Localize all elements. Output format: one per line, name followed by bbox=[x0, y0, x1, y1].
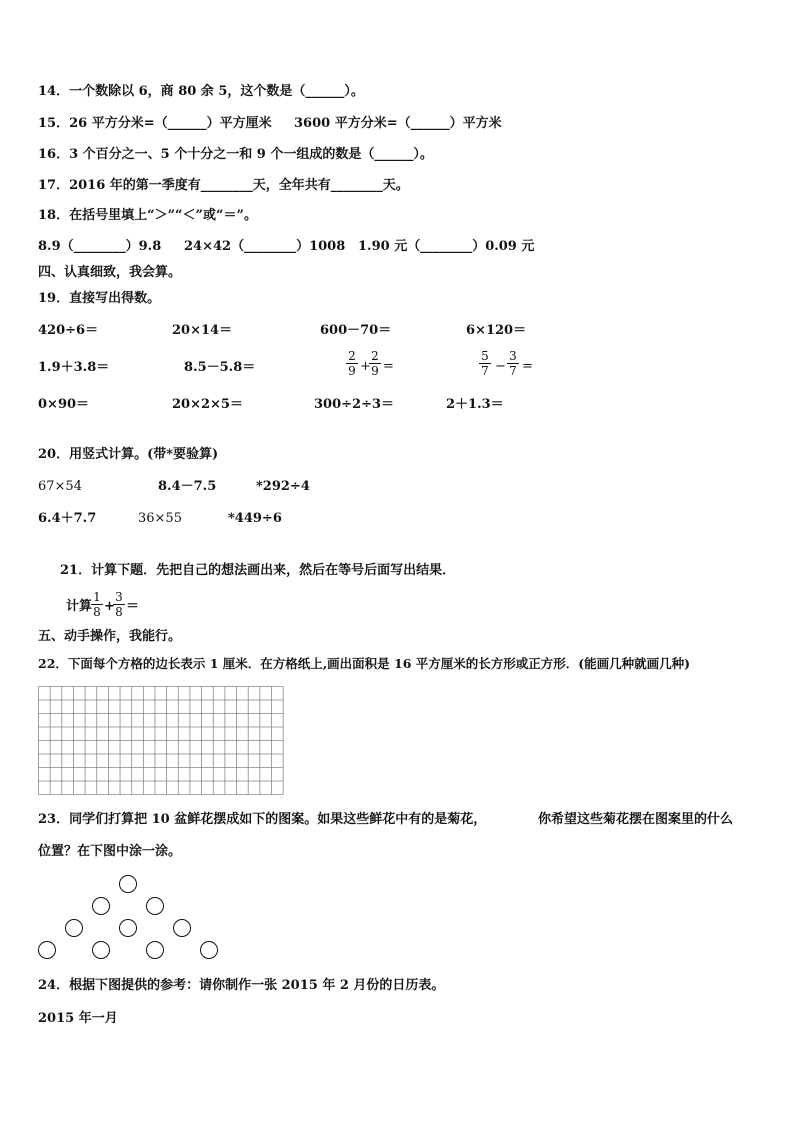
numerator: 2 bbox=[348, 349, 356, 363]
operator: − bbox=[495, 359, 506, 374]
arith-item: 20×2×5＝ bbox=[172, 397, 243, 412]
column-calc-item: 8.4－7.5 bbox=[158, 479, 217, 494]
compare-item: 8.9（________）9.8 bbox=[38, 239, 162, 254]
numerator: 1 bbox=[93, 590, 101, 604]
flower-pot-circle[interactable] bbox=[174, 920, 191, 937]
question-20: 20．用竖式计算。(带*要验算) bbox=[38, 447, 219, 462]
arith-item: 420÷6＝ bbox=[38, 323, 99, 338]
column-calc-item: 36×55 bbox=[138, 511, 182, 526]
fraction bbox=[113, 590, 125, 619]
question-21: 21．计算下题．先把自己的想法画出来，然后在等号后面写出结果． bbox=[60, 563, 456, 578]
denominator: 9 bbox=[371, 364, 379, 378]
arith-item: 2＋1.3＝ bbox=[446, 397, 504, 412]
section-heading-4: 四、认真细致，我会算。 bbox=[38, 265, 182, 280]
equals: = bbox=[522, 359, 533, 374]
fraction bbox=[91, 590, 103, 619]
equals: = bbox=[383, 359, 394, 374]
flower-pot-circle[interactable] bbox=[93, 898, 110, 915]
numerator: 5 bbox=[481, 349, 489, 363]
numerator: 3 bbox=[115, 590, 123, 604]
numerator: 2 bbox=[371, 349, 379, 363]
fraction bbox=[369, 349, 381, 378]
question-19: 19．直接写出得数。 bbox=[38, 291, 161, 306]
column-calc-item: 6.4＋7.7 bbox=[38, 511, 97, 526]
flower-pot-circle[interactable] bbox=[147, 942, 164, 959]
fraction bbox=[507, 349, 519, 378]
question-22: 22．下面每个方格的边长表示 1 厘米．在方格纸上,画出面积是 16 平方厘米的长方形或正方形．(能画几种就画几种) bbox=[38, 656, 691, 671]
calc-label: 计算 bbox=[66, 599, 93, 614]
flower-pot-circle[interactable] bbox=[66, 920, 83, 937]
flower-pot-circle[interactable] bbox=[201, 942, 218, 959]
question-15-part-b: 3600 平方分米=（______）平方米 bbox=[294, 116, 502, 131]
flower-pot-circle[interactable] bbox=[93, 942, 110, 959]
flower-pot-circle[interactable] bbox=[147, 898, 164, 915]
square-grid[interactable] bbox=[38, 686, 286, 796]
question-18: 18．在括号里填上“＞”“＜”或“＝”。 bbox=[38, 208, 257, 223]
arith-item: 20×14＝ bbox=[172, 323, 233, 338]
denominator: 8 bbox=[93, 605, 101, 619]
arith-item: 0×90＝ bbox=[38, 397, 90, 412]
column-calc-item: *449÷6 bbox=[228, 511, 282, 526]
calendar-caption: 2015 年一月 bbox=[38, 1011, 118, 1026]
question-14: 14．一个数除以 6，商 80 余 5，这个数是（______）。 bbox=[38, 84, 364, 99]
section-heading-5: 五、动手操作，我能行。 bbox=[38, 629, 182, 644]
question-15-part-a: 15．26 平方分米=（______）平方厘米 bbox=[38, 116, 272, 131]
denominator: 7 bbox=[481, 364, 489, 378]
denominator: 9 bbox=[348, 364, 356, 378]
question-23-part-c: 位置？在下图中涂一涂。 bbox=[38, 844, 182, 859]
arith-item: 600－70＝ bbox=[320, 323, 392, 338]
flower-pot-circle[interactable] bbox=[120, 876, 137, 893]
fraction bbox=[479, 349, 491, 378]
question-23-part-b: 你希望这些菊花摆在图案里的什么 bbox=[538, 812, 734, 827]
column-calc-item: 67×54 bbox=[38, 479, 82, 494]
compare-item: 1.90 元（________）0.09 元 bbox=[358, 239, 535, 254]
question-17: 17．2016 年的第一季度有________天，全年共有________天。 bbox=[38, 178, 409, 193]
operator: + bbox=[360, 359, 371, 374]
fraction bbox=[346, 349, 358, 378]
arith-item: 300÷2÷3＝ bbox=[314, 397, 395, 412]
flower-pattern bbox=[30, 870, 240, 970]
question-23-part-a: 23．同学们打算把 10 盆鲜花摆成如下的图案。如果这些鲜花中有的是菊花， bbox=[38, 812, 487, 827]
arith-item: 6×120＝ bbox=[466, 323, 527, 338]
arith-item: 1.9＋3.8＝ bbox=[38, 360, 110, 375]
arith-item: 8.5－5.8＝ bbox=[184, 360, 256, 375]
operator: + bbox=[104, 599, 115, 614]
question-24: 24．根据下图提供的参考：请你制作一张 2015 年 2 月份的日历表。 bbox=[38, 978, 445, 993]
denominator: 8 bbox=[115, 605, 123, 619]
compare-item: 24×42（________）1008 bbox=[184, 239, 346, 254]
flower-pot-circle[interactable] bbox=[120, 920, 137, 937]
equals: ＝ bbox=[126, 599, 140, 614]
denominator: 7 bbox=[509, 364, 517, 378]
question-16: 16．3 个百分之一、5 个十分之一和 9 个一组成的数是（______）。 bbox=[38, 147, 433, 162]
numerator: 3 bbox=[509, 349, 517, 363]
column-calc-item: *292÷4 bbox=[256, 479, 310, 494]
flower-pot-circle[interactable] bbox=[39, 942, 56, 959]
